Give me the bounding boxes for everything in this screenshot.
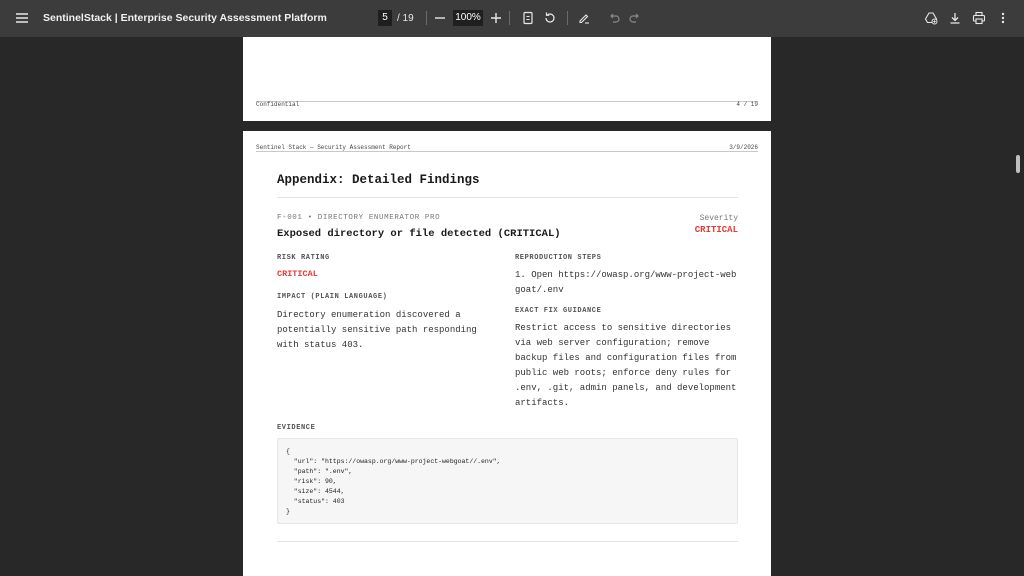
pdf-toolbar [0,0,1024,37]
save-to-drive-icon[interactable] [919,6,943,30]
fix-guidance-text: Restrict access to sensitive directories via web server configuration; remove backup files and configuration files from public web roots; enforce deny rules for .env, .git, admin panels, and development artifacts. [515,323,737,408]
page-header-right: 3/9/2026 [729,144,758,151]
print-icon[interactable] [967,6,991,30]
severity-label: Severity [699,214,738,223]
page-number-input[interactable]: 5 [378,10,392,26]
header-rule [256,151,758,152]
fit-page-icon[interactable] [516,6,540,30]
page-total: / 19 [397,13,414,24]
page-footer-left: Confidential [256,101,300,108]
section-title: Appendix: Detailed Findings [277,173,480,187]
page-footer-right: 4 / 19 [736,101,758,108]
scrollbar-thumb[interactable] [1016,155,1020,173]
redo-icon[interactable] [623,6,647,30]
risk-rating-value: CRITICAL [277,269,318,279]
page-header-left: Sentinel Stack — Security Assessment Report [256,144,411,151]
finding-title: Exposed directory or file detected (CRITICAL) [277,228,561,240]
evidence-label: EVIDENCE [277,424,316,432]
plus-icon[interactable] [484,6,508,30]
evidence-json: { "url": "https://owasp.org/www-project-webgoat//.env", "path": ".env", "risk": 90, "size": 4544, "status": 403 } [286,448,501,515]
toolbar-divider [509,11,510,25]
toolbar-divider [426,11,427,25]
more-vert-icon[interactable] [991,6,1015,30]
risk-rating-label: RISK RATING [277,254,330,262]
footer-rule [256,101,758,102]
toolbar-divider [567,11,568,25]
severity-value: CRITICAL [694,225,738,235]
scrollbar[interactable] [1012,37,1024,576]
zoom-input[interactable]: 100% [453,10,483,26]
menu-icon[interactable] [10,6,34,30]
pdf-page-5 [243,131,771,576]
reproduction-steps-text: 1. Open https://owasp.org/www-project-webgoat/.env [515,270,737,295]
download-icon[interactable] [943,6,967,30]
rotate-icon[interactable] [538,6,562,30]
document-title: SentinelStack | Enterprise Security Assessment Platform [43,12,327,24]
impact-text: Directory enumeration discovered a potentially sensitive path responding with status 403. [277,310,477,350]
evidence-code-block [277,438,738,524]
impact-label: IMPACT (PLAIN LANGUAGE) [277,293,388,301]
reproduction-steps-label: REPRODUCTION STEPS [515,254,602,262]
finding-divider [277,541,738,542]
pdf-page-4 [243,37,771,121]
finding-id: F-001 • DIRECTORY ENUMERATOR PRO [277,214,441,222]
section-divider [277,197,738,198]
annotate-icon[interactable] [572,6,596,30]
fix-guidance-label: EXACT FIX GUIDANCE [515,307,602,315]
minus-icon[interactable] [428,6,452,30]
